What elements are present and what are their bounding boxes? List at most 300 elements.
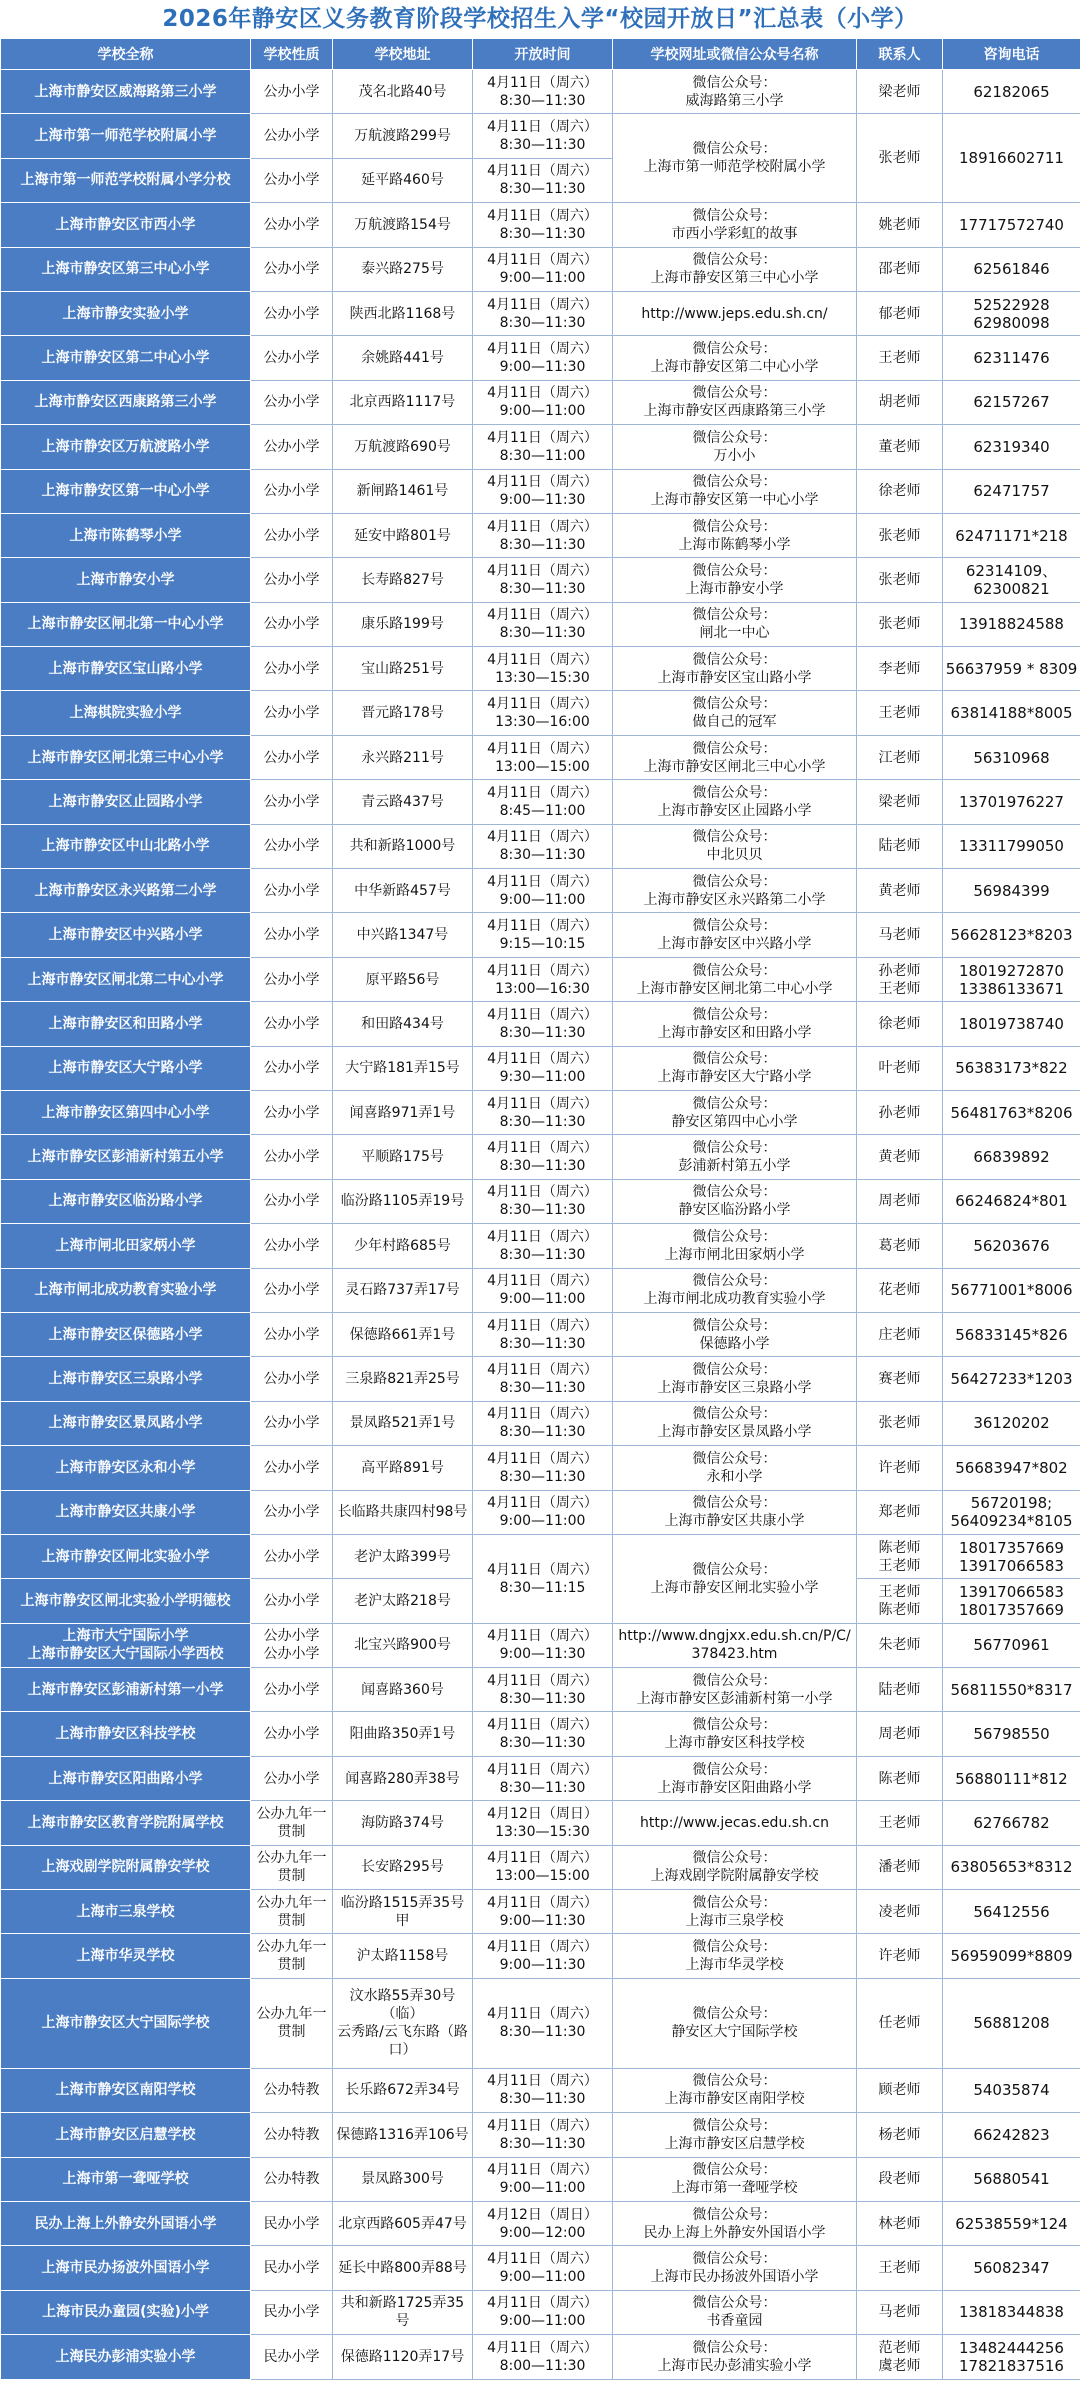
contact-person: 江老师	[857, 735, 943, 779]
contact-phone: 13311799050	[943, 824, 1080, 868]
table-row	[1, 1890, 1080, 1934]
table-row	[1, 2246, 1080, 2290]
school-address: 茂名北路40号	[333, 70, 473, 114]
contact-phone: 56481763*8206	[943, 1090, 1080, 1134]
contact-person: 张老师	[857, 1401, 943, 1445]
open-time: 4月11日（周六） 8:30—11:30	[473, 1135, 613, 1179]
table-row	[1, 647, 1080, 691]
open-time: 4月11日（周六） 8:30—11:30	[473, 2068, 613, 2112]
contact-phone: 56881208	[943, 1978, 1080, 2068]
school-address: 海防路374号	[333, 1801, 473, 1845]
contact-person: 陈老师	[857, 1756, 943, 1800]
school-website: 微信公众号： 书香童园	[613, 2290, 857, 2334]
open-time: 4月11日（周六） 9:00—11:30	[473, 1623, 613, 1667]
school-type: 公办小学	[251, 691, 333, 735]
school-website: 微信公众号： 中北贝贝	[613, 824, 857, 868]
table-row	[1, 869, 1080, 913]
header-contact: 联系人	[857, 39, 943, 70]
school-type: 公办特教	[251, 2113, 333, 2157]
contact-phone: 56833145*826	[943, 1312, 1080, 1356]
school-website: 微信公众号： 上海市静安区第三中心小学	[613, 247, 857, 291]
table-row	[1, 469, 1080, 513]
school-type: 公办小学	[251, 1090, 333, 1134]
school-name: 上海市静安区启慧学校	[1, 2113, 251, 2157]
school-website: 微信公众号： 闸北一中心	[613, 602, 857, 646]
table-row	[1, 691, 1080, 735]
school-type: 公办小学	[251, 469, 333, 513]
contact-phone: 62471171*218	[943, 513, 1080, 557]
contact-person: 张老师	[857, 558, 943, 602]
contact-person: 梁老师	[857, 780, 943, 824]
contact-phone: 56637959 * 8309	[943, 647, 1080, 691]
school-address: 汶水路55弄30号（临） 云秀路/云飞东路（路口）	[333, 1978, 473, 2068]
open-time: 4月11日（周六） 8:30—11:30	[473, 1401, 613, 1445]
table-row	[1, 380, 1080, 424]
table-row	[1, 824, 1080, 868]
contact-person: 庄老师	[857, 1312, 943, 1356]
school-type: 公办特教	[251, 2157, 333, 2201]
contact-person: 段老师	[857, 2157, 943, 2201]
school-name: 上海市静安区闸北实验小学明德校	[1, 1579, 251, 1623]
school-website: 微信公众号： 上海市静安区永兴路第二小学	[613, 869, 857, 913]
school-address: 康乐路199号	[333, 602, 473, 646]
school-name: 上海市静安区共康小学	[1, 1490, 251, 1534]
table-row	[1, 1401, 1080, 1445]
table-row	[1, 1446, 1080, 1490]
contact-phone: 18017357669 13917066583	[943, 1534, 1080, 1578]
contact-person: 王老师	[857, 691, 943, 735]
school-type: 公办小学	[251, 957, 333, 1001]
school-name: 上海市华灵学校	[1, 1934, 251, 1978]
open-time: 4月11日（周六） 8:30—11:30	[473, 1756, 613, 1800]
contact-phone: 56720198; 56409234*8105	[943, 1490, 1080, 1534]
school-type: 公办小学	[251, 336, 333, 380]
school-address: 临汾路1105弄19号	[333, 1179, 473, 1223]
school-website: 微信公众号： 上海市静安小学	[613, 558, 857, 602]
school-address: 万航渡路154号	[333, 203, 473, 247]
contact-phone: 56203676	[943, 1224, 1080, 1268]
school-address: 延安中路801号	[333, 513, 473, 557]
contact-phone: 66246824*801	[943, 1179, 1080, 1223]
contact-person: 花老师	[857, 1268, 943, 1312]
school-website: 微信公众号： 上海市陈鹤琴小学	[613, 513, 857, 557]
contact-phone: 56798550	[943, 1712, 1080, 1756]
school-type: 公办小学	[251, 1534, 333, 1578]
table-row	[1, 1179, 1080, 1223]
open-time: 4月11日（周六） 13:30—16:00	[473, 691, 613, 735]
contact-phone: 52522928 62980098	[943, 291, 1080, 335]
school-address: 景凤路300号	[333, 2157, 473, 2201]
contact-phone: 62157267	[943, 380, 1080, 424]
school-address: 中华新路457号	[333, 869, 473, 913]
table-row	[1, 1224, 1080, 1268]
school-website: 微信公众号： 静安区临汾路小学	[613, 1179, 857, 1223]
header-open-time: 开放时间	[473, 39, 613, 70]
open-time: 4月11日（周六） 9:00—11:00	[473, 380, 613, 424]
table-row	[1, 1312, 1080, 1356]
school-website: 微信公众号： 上海市民办彭浦实验小学	[613, 2335, 857, 2379]
school-address: 保德路661弄1号	[333, 1312, 473, 1356]
school-type: 公办小学	[251, 1668, 333, 1712]
table-row	[1, 2201, 1080, 2245]
school-name: 上海市静安区威海路第三小学	[1, 70, 251, 114]
school-name: 上海市静安区彭浦新村第一小学	[1, 1668, 251, 1712]
school-type: 公办小学	[251, 1135, 333, 1179]
school-address: 沪太路1158号	[333, 1934, 473, 1978]
school-address: 延平路460号	[333, 158, 473, 202]
contact-person: 叶老师	[857, 1046, 943, 1090]
school-name: 上海市大宁国际小学 上海市静安区大宁国际小学西校	[1, 1623, 251, 1667]
open-time: 4月11日（周六） 8:30—11:30	[473, 1179, 613, 1223]
school-website: 微信公众号： 上海市闸北田家炳小学	[613, 1224, 857, 1268]
school-address: 老沪太路399号	[333, 1534, 473, 1578]
open-time: 4月11日（周六） 8:30—11:00	[473, 425, 613, 469]
school-address: 平顺路175号	[333, 1135, 473, 1179]
school-website: 微信公众号： 万小小	[613, 425, 857, 469]
school-address: 闻喜路280弄38号	[333, 1756, 473, 1800]
school-website: 微信公众号： 上海戏剧学院附属静安学校	[613, 1845, 857, 1889]
school-address: 晋元路178号	[333, 691, 473, 735]
contact-phone: 56412556	[943, 1890, 1080, 1934]
contact-phone: 62314109、 62300821	[943, 558, 1080, 602]
school-address: 少年村路685号	[333, 1224, 473, 1268]
table-row	[1, 780, 1080, 824]
open-time: 4月11日（周六） 8:30—11:30	[473, 824, 613, 868]
school-address: 泰兴路275号	[333, 247, 473, 291]
open-time: 4月11日（周六） 13:00—15:00	[473, 735, 613, 779]
school-type: 公办特教	[251, 2068, 333, 2112]
school-name: 上海市静安区景凤路小学	[1, 1401, 251, 1445]
school-name: 上海市静安区大宁国际学校	[1, 1978, 251, 2068]
school-name: 上海市静安区永和小学	[1, 1446, 251, 1490]
contact-person: 郑老师	[857, 1490, 943, 1534]
school-website: 微信公众号： 静安区大宁国际学校	[613, 1978, 857, 2068]
school-website: 微信公众号： 上海市第一聋哑学校	[613, 2157, 857, 2201]
contact-phone: 66839892	[943, 1135, 1080, 1179]
school-name: 上海市静安区阳曲路小学	[1, 1756, 251, 1800]
school-type: 公办小学	[251, 1579, 333, 1623]
school-address: 高平路891号	[333, 1446, 473, 1490]
contact-person: 顾老师	[857, 2068, 943, 2112]
table-row	[1, 2157, 1080, 2201]
school-address: 保德路1120弄17号	[333, 2335, 473, 2379]
school-type: 公办小学	[251, 114, 333, 158]
school-name: 上海市静安区和田路小学	[1, 1002, 251, 1046]
contact-phone: 13918824588	[943, 602, 1080, 646]
school-name: 上海市静安区闸北第二中心小学	[1, 957, 251, 1001]
header-address: 学校地址	[333, 39, 473, 70]
school-website: 微信公众号： 上海市静安区阳曲路小学	[613, 1756, 857, 1800]
school-website: 微信公众号： 上海市第一师范学校附属小学	[613, 114, 857, 203]
header-school-name: 学校全称	[1, 39, 251, 70]
school-address: 延长中路800弄88号	[333, 2246, 473, 2290]
school-type: 公办小学	[251, 824, 333, 868]
school-website: 微信公众号： 上海市静安区和田路小学	[613, 1002, 857, 1046]
school-name: 上海市静安区闸北第三中心小学	[1, 735, 251, 779]
contact-person: 朱老师	[857, 1623, 943, 1667]
contact-person: 王老师 陈老师	[857, 1579, 943, 1623]
school-website: http://www.jeps.edu.sh.cn/	[613, 291, 857, 335]
school-type: 公办小学	[251, 1401, 333, 1445]
contact-person: 徐老师	[857, 1002, 943, 1046]
school-type: 公办小学	[251, 158, 333, 202]
school-name: 上海棋院实验小学	[1, 691, 251, 735]
school-address: 原平路56号	[333, 957, 473, 1001]
open-time: 4月12日（周日） 9:00—12:00	[473, 2201, 613, 2245]
school-name: 上海市静安区永兴路第二小学	[1, 869, 251, 913]
school-name: 上海市第一师范学校附属小学	[1, 114, 251, 158]
school-name: 上海市静安区西康路第三小学	[1, 380, 251, 424]
open-time: 4月11日（周六） 8:30—11:30	[473, 1446, 613, 1490]
school-name: 上海市闸北成功教育实验小学	[1, 1268, 251, 1312]
school-address: 景凤路521弄1号	[333, 1401, 473, 1445]
school-website: 微信公众号： 上海市静安区闸北三中心小学	[613, 735, 857, 779]
open-time: 4月11日（周六） 9:00—11:30	[473, 469, 613, 513]
school-address: 三泉路821弄25号	[333, 1357, 473, 1401]
open-time: 4月11日（周六） 8:30—11:30	[473, 203, 613, 247]
contact-person: 张老师	[857, 513, 943, 557]
contact-person: 马老师	[857, 2290, 943, 2334]
open-time: 4月11日（周六） 8:45—11:00	[473, 780, 613, 824]
table-row	[1, 1490, 1080, 1534]
contact-phone: 36120202	[943, 1401, 1080, 1445]
school-name: 上海市静安区大宁路小学	[1, 1046, 251, 1090]
school-address: 永兴路211号	[333, 735, 473, 779]
school-website: 微信公众号： 民办上海上外静安外国语小学	[613, 2201, 857, 2245]
table-row	[1, 558, 1080, 602]
table-row	[1, 602, 1080, 646]
school-name: 上海市静安小学	[1, 558, 251, 602]
school-name: 上海市静安区三泉路小学	[1, 1357, 251, 1401]
school-type: 公办小学	[251, 380, 333, 424]
school-type: 公办九年一贯制	[251, 1801, 333, 1845]
contact-phone: 56082347	[943, 2246, 1080, 2290]
school-website: 微信公众号： 上海市静安区启慧学校	[613, 2113, 857, 2157]
open-day-table	[0, 38, 1080, 2380]
school-address: 宝山路251号	[333, 647, 473, 691]
school-website: 微信公众号： 上海市静安区南阳学校	[613, 2068, 857, 2112]
table-row	[1, 70, 1080, 114]
school-website: 微信公众号： 上海市静安区科技学校	[613, 1712, 857, 1756]
school-type: 民办小学	[251, 2335, 333, 2379]
contact-phone: 56811550*8317	[943, 1668, 1080, 1712]
open-time: 4月11日（周六） 9:00—11:00	[473, 869, 613, 913]
page-title: 2026年静安区义务教育阶段学校招生入学“校园开放日”汇总表（小学）	[162, 6, 918, 32]
school-name: 上海市静安区第三中心小学	[1, 247, 251, 291]
contact-person: 许老师	[857, 1446, 943, 1490]
open-time: 4月11日（周六） 8:30—11:30	[473, 1090, 613, 1134]
table-row	[1, 247, 1080, 291]
open-time: 4月12日（周日） 13:30—15:30	[473, 1801, 613, 1845]
school-address: 共和新路1725弄35号	[333, 2290, 473, 2334]
table-row	[1, 1357, 1080, 1401]
school-type: 公办小学	[251, 291, 333, 335]
school-name: 上海市静安区中兴路小学	[1, 913, 251, 957]
school-type: 公办小学	[251, 203, 333, 247]
contact-person: 张老师	[857, 114, 943, 203]
table-row	[1, 1090, 1080, 1134]
school-type: 公办小学	[251, 780, 333, 824]
table-row	[1, 1712, 1080, 1756]
school-name: 上海市静安区万航渡路小学	[1, 425, 251, 469]
school-name: 上海市静安区闸北第一中心小学	[1, 602, 251, 646]
school-address: 长安路295号	[333, 1845, 473, 1889]
school-name: 上海市静安区第四中心小学	[1, 1090, 251, 1134]
contact-phone: 13701976227	[943, 780, 1080, 824]
school-name: 上海市静安区闸北实验小学	[1, 1534, 251, 1578]
school-website: 微信公众号： 上海市静安区中兴路小学	[613, 913, 857, 957]
contact-person: 范老师 虞老师	[857, 2335, 943, 2379]
school-website: 微信公众号： 上海市静安区闸北实验小学	[613, 1534, 857, 1623]
school-name: 上海市静安区止园路小学	[1, 780, 251, 824]
table-row	[1, 1934, 1080, 1978]
contact-phone: 56880541	[943, 2157, 1080, 2201]
school-type: 民办小学	[251, 2201, 333, 2245]
school-address: 长乐路672弄34号	[333, 2068, 473, 2112]
school-address: 新闸路1461号	[333, 469, 473, 513]
open-time: 4月11日（周六） 8:30—11:30	[473, 513, 613, 557]
school-type: 民办小学	[251, 2246, 333, 2290]
school-name: 上海市静安区科技学校	[1, 1712, 251, 1756]
school-address: 阳曲路350弄1号	[333, 1712, 473, 1756]
school-website: 微信公众号： 上海市民办扬波外国语小学	[613, 2246, 857, 2290]
school-type: 公办小学	[251, 735, 333, 779]
contact-phone: 13917066583 18017357669	[943, 1579, 1080, 1623]
open-time: 4月11日（周六） 8:30—11:30	[473, 558, 613, 602]
school-address: 大宁路181弄15号	[333, 1046, 473, 1090]
table-row	[1, 1268, 1080, 1312]
school-website: 微信公众号： 上海市静安区宝山路小学	[613, 647, 857, 691]
contact-person: 梁老师	[857, 70, 943, 114]
school-type: 公办小学	[251, 247, 333, 291]
school-website: 微信公众号： 威海路第三小学	[613, 70, 857, 114]
open-time: 4月11日（周六） 13:30—15:30	[473, 647, 613, 691]
school-website: 微信公众号： 上海市静安区西康路第三小学	[613, 380, 857, 424]
open-time: 4月11日（周六） 9:00—11:30	[473, 336, 613, 380]
contact-person: 周老师	[857, 1179, 943, 1223]
school-website: 微信公众号： 上海市闸北成功教育实验小学	[613, 1268, 857, 1312]
contact-phone: 56770961	[943, 1623, 1080, 1667]
school-website: 微信公众号： 上海市三泉学校	[613, 1890, 857, 1934]
school-address: 余姚路441号	[333, 336, 473, 380]
school-website: 微信公众号： 上海市华灵学校	[613, 1934, 857, 1978]
open-time: 4月11日（周六） 8:30—11:30	[473, 1224, 613, 1268]
contact-phone: 18019738740	[943, 1002, 1080, 1046]
contact-phone: 66242823	[943, 2113, 1080, 2157]
school-name: 上海市静安区南阳学校	[1, 2068, 251, 2112]
school-website: 微信公众号： 上海市静安区第二中心小学	[613, 336, 857, 380]
contact-phone: 18019272870 13386133671	[943, 957, 1080, 1001]
contact-phone: 62182065	[943, 70, 1080, 114]
contact-phone: 62766782	[943, 1801, 1080, 1845]
table-row	[1, 1046, 1080, 1090]
contact-phone: 56771001*8006	[943, 1268, 1080, 1312]
open-time: 4月11日（周六） 8:30—11:30	[473, 1712, 613, 1756]
contact-phone: 62561846	[943, 247, 1080, 291]
school-type: 公办小学	[251, 869, 333, 913]
open-time: 4月11日（周六） 9:00—11:30	[473, 1890, 613, 1934]
school-website: 微信公众号： 静安区第四中心小学	[613, 1090, 857, 1134]
school-type: 公办小学	[251, 1268, 333, 1312]
school-name: 上海市静安区彭浦新村第五小学	[1, 1135, 251, 1179]
school-address: 灵石路737弄17号	[333, 1268, 473, 1312]
open-time: 4月11日（周六） 8:30—11:30	[473, 114, 613, 158]
contact-phone: 56310968	[943, 735, 1080, 779]
table-row	[1, 1623, 1080, 1667]
school-name: 上海市第一师范学校附属小学分校	[1, 158, 251, 202]
table-row	[1, 336, 1080, 380]
school-type: 公办小学	[251, 1446, 333, 1490]
open-time: 4月11日（周六） 9:00—11:00	[473, 1490, 613, 1534]
table-row	[1, 1534, 1080, 1578]
contact-phone: 56628123*8203	[943, 913, 1080, 957]
school-address: 北京西路1117号	[333, 380, 473, 424]
open-time: 4月11日（周六） 9:00—11:00	[473, 2157, 613, 2201]
table-row	[1, 1801, 1080, 1845]
table-row	[1, 735, 1080, 779]
table-row	[1, 1002, 1080, 1046]
school-address: 和田路434号	[333, 1002, 473, 1046]
contact-person: 杨老师	[857, 2113, 943, 2157]
open-time: 4月11日（周六） 8:30—11:30	[473, 602, 613, 646]
table-row	[1, 2068, 1080, 2112]
contact-person: 王老师	[857, 1801, 943, 1845]
school-type: 公办九年一贯制	[251, 1978, 333, 2068]
school-name: 上海市陈鹤琴小学	[1, 513, 251, 557]
contact-phone: 13818344838	[943, 2290, 1080, 2334]
contact-person: 葛老师	[857, 1224, 943, 1268]
contact-person: 林老师	[857, 2201, 943, 2245]
school-type: 公办小学	[251, 558, 333, 602]
contact-phone: 63814188*8005	[943, 691, 1080, 735]
school-name: 上海市静安区教育学院附属学校	[1, 1801, 251, 1845]
school-website: 微信公众号： 保德路小学	[613, 1312, 857, 1356]
contact-person: 张老师	[857, 602, 943, 646]
school-website: 微信公众号： 市西小学彩虹的故事	[613, 203, 857, 247]
school-type: 公办小学	[251, 1179, 333, 1223]
school-address: 闻喜路971弄1号	[333, 1090, 473, 1134]
table-row	[1, 425, 1080, 469]
school-address: 闻喜路360号	[333, 1668, 473, 1712]
school-website: 微信公众号： 上海市静安区大宁路小学	[613, 1046, 857, 1090]
open-time: 4月11日（周六） 9:00—11:00	[473, 1268, 613, 1312]
school-name: 上海市静安区保德路小学	[1, 1312, 251, 1356]
contact-person: 黄老师	[857, 1135, 943, 1179]
contact-person: 周老师	[857, 1712, 943, 1756]
contact-phone: 62311476	[943, 336, 1080, 380]
school-address: 老沪太路218号	[333, 1579, 473, 1623]
open-time: 4月11日（周六） 8:30—11:30	[473, 158, 613, 202]
contact-person: 马老师	[857, 913, 943, 957]
contact-phone: 56959099*8809	[943, 1934, 1080, 1978]
school-website: 微信公众号： 上海市静安区第一中心小学	[613, 469, 857, 513]
table-row	[1, 1756, 1080, 1800]
table-row	[1, 1135, 1080, 1179]
school-type: 公办小学	[251, 513, 333, 557]
school-type: 公办小学	[251, 1357, 333, 1401]
school-name: 上海市民办扬波外国语小学	[1, 2246, 251, 2290]
contact-person: 陆老师	[857, 824, 943, 868]
school-address: 陕西北路1168号	[333, 291, 473, 335]
table-body	[1, 70, 1080, 2380]
school-address: 青云路437号	[333, 780, 473, 824]
school-name: 上海市民办童园(实验)小学	[1, 2290, 251, 2334]
contact-person: 李老师	[857, 647, 943, 691]
school-type: 公办小学	[251, 1002, 333, 1046]
table-row	[1, 291, 1080, 335]
school-name: 上海民办彭浦实验小学	[1, 2335, 251, 2379]
school-type: 公办小学	[251, 1224, 333, 1268]
